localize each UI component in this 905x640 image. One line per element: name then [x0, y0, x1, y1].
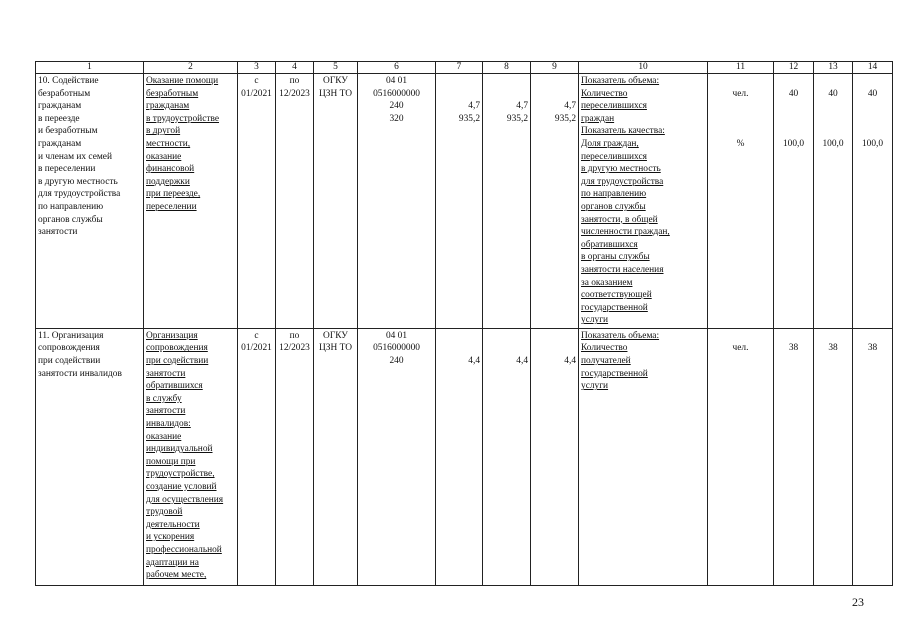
text-line: местности, [146, 138, 191, 149]
col-header: 11 [708, 62, 774, 74]
target-year-3-volume: 38 [867, 343, 878, 354]
budget-code [360, 75, 433, 125]
col-header: 1 [36, 62, 144, 74]
quality-indicator [581, 125, 705, 327]
text-line: для трудоустройства [38, 189, 121, 200]
end-date [278, 330, 311, 355]
funding-year-2 [485, 100, 528, 125]
text-line: адаптации на [146, 557, 199, 568]
table-row [36, 74, 893, 329]
col-header: 8 [483, 62, 531, 74]
text-line: 01/2021 [241, 343, 272, 354]
text-line: граждан [581, 113, 615, 124]
text-line: и членам их семей [38, 151, 112, 162]
start-date-cell [238, 328, 276, 585]
start-date [240, 330, 273, 355]
text-line: для трудоустройства [581, 176, 664, 187]
text-line: сопровождения [38, 343, 100, 354]
text-line: занятости, в общей [581, 214, 658, 225]
text-line: и ускорения [146, 532, 195, 543]
measure-content-cell [144, 328, 238, 585]
target-year-1-cell [774, 74, 814, 329]
text-line: Организация [146, 330, 198, 341]
text-line: 320 [389, 113, 404, 124]
text-line: сопровождения [146, 343, 208, 354]
text-line: рабочем месте, [146, 570, 207, 581]
text-line: 10. Содействие [38, 76, 99, 86]
text-line: Показатель качества: [581, 126, 665, 137]
col-header: 12 [774, 62, 814, 74]
text-line: поддержки [146, 176, 190, 187]
text-line: 240 [389, 356, 404, 367]
text-line: 12/2023 [279, 88, 310, 99]
text-line: гражданам [146, 101, 190, 112]
text-line: занятости инвалидов [38, 368, 122, 379]
text-line: занятости [38, 227, 78, 238]
text-line: численности граждан, [581, 227, 670, 238]
col-header: 4 [276, 62, 314, 74]
executor [316, 75, 355, 100]
text-line: оказание [146, 431, 182, 442]
text-line: в другую местность [38, 176, 118, 187]
document-page [35, 61, 884, 586]
text-line: обратившихся [581, 239, 638, 250]
funding-year-1: 4,4 [468, 356, 480, 367]
text-line: индивидуальной [146, 444, 213, 455]
text-line: ЦЗН ТО [319, 88, 352, 99]
text-line: 0516000000 [373, 343, 420, 354]
col-header: 6 [358, 62, 436, 74]
column-number-row [36, 62, 893, 74]
unit-cell [708, 74, 774, 329]
text-line: 935,2 [554, 113, 576, 124]
text-line: Количество [581, 88, 628, 99]
text-line: безработным [146, 88, 199, 99]
text-line: 11. Организация [38, 330, 104, 341]
text-line: органов службы [581, 201, 646, 212]
end-date [278, 75, 311, 100]
text-line: и безработным [38, 126, 98, 137]
text-line: ОГКУ [323, 76, 348, 86]
measure-content [146, 330, 235, 582]
text-line: обратившихся [146, 381, 203, 392]
funding-year-2-cell [483, 74, 531, 329]
text-line: по направлению [38, 201, 104, 212]
executor-cell [314, 328, 358, 585]
text-line: при содействии [38, 356, 101, 367]
text-line: помощи при [146, 456, 196, 467]
text-line: 04 01 [385, 76, 408, 86]
page-number: 23 [852, 595, 864, 609]
text-line: безработным [38, 88, 91, 99]
text-line: Доля граждан, [581, 138, 639, 149]
program-table [35, 61, 893, 586]
funding-year-3-cell [531, 74, 579, 329]
text-line: услуги [581, 381, 609, 392]
unit-volume: чел. [732, 88, 749, 99]
indicator-cell [579, 74, 708, 329]
text-line: финансовой [146, 164, 195, 175]
text-line: 4,7 [516, 101, 528, 112]
funding-year-3 [533, 100, 576, 125]
end-date-cell [276, 74, 314, 329]
text-line: деятельности [146, 519, 200, 530]
text-line: по [289, 330, 300, 341]
text-line: 01/2021 [241, 88, 272, 99]
measure-name-cell [36, 74, 144, 329]
target-year-1-volume: 38 [788, 343, 799, 354]
text-line: инвалидов: [146, 419, 191, 430]
text-line: органов службы [38, 214, 103, 225]
text-line: по [289, 76, 300, 86]
text-line: 12/2023 [279, 343, 310, 354]
text-line: услуги [581, 315, 609, 326]
col-header: 10 [579, 62, 708, 74]
measure-content-cell [144, 74, 238, 329]
text-line: занятости [146, 368, 186, 379]
text-line: гражданам [38, 138, 82, 149]
col-header: 7 [436, 62, 483, 74]
target-year-2-cell [814, 74, 853, 329]
text-line: 4,7 [564, 101, 576, 112]
text-line: трудовой [146, 507, 183, 518]
text-line: государственной [581, 302, 648, 313]
text-line: занятости населения [581, 264, 664, 275]
target-year-1-quality: 100,0 [782, 138, 805, 149]
target-year-3-volume: 40 [867, 88, 878, 99]
text-line: Оказание помощи [146, 76, 219, 86]
text-line: ЦЗН ТО [319, 343, 352, 354]
col-header: 9 [531, 62, 579, 74]
text-line: 240 [389, 101, 404, 112]
funding-year-2: 4,4 [516, 356, 528, 367]
text-line: для осуществления [146, 494, 224, 505]
end-date-cell [276, 328, 314, 585]
text-line: трудоустройстве, [146, 469, 215, 480]
text-line: 935,2 [458, 113, 480, 124]
funding-year-1-cell [436, 74, 483, 329]
text-line: государственной [581, 368, 648, 379]
text-line: в службу [146, 393, 182, 404]
funding-year-2-cell [483, 328, 531, 585]
text-line: профессиональной [146, 544, 222, 555]
text-line: в переезде [38, 113, 80, 124]
target-year-2-cell [814, 328, 853, 585]
funding-year-1 [438, 100, 480, 125]
text-line: 4,7 [468, 101, 480, 112]
text-line: гражданам [38, 101, 82, 112]
target-year-2-volume: 38 [828, 343, 838, 354]
unit-quality: % [736, 138, 745, 149]
text-line: с [254, 330, 259, 341]
volume-indicator [581, 330, 705, 393]
measure-name-cell [36, 328, 144, 585]
budget-code-cell [358, 74, 436, 329]
text-line: Показатель объема: [581, 76, 660, 86]
text-line: за оказанием [581, 277, 633, 288]
unit-cell [708, 328, 774, 585]
executor-cell [314, 74, 358, 329]
text-line: при содействии [146, 356, 209, 367]
target-year-3-cell [853, 328, 893, 585]
target-year-3-quality: 100,0 [861, 138, 884, 149]
text-line: переселившихся [581, 101, 647, 112]
start-date-cell [238, 74, 276, 329]
funding-year-3: 4,4 [564, 356, 576, 367]
text-line: ОГКУ [323, 330, 348, 341]
text-line: в другую местность [581, 164, 661, 175]
text-line: переселившихся [581, 151, 647, 162]
col-header: 3 [238, 62, 276, 74]
text-line: в органы службы [581, 252, 650, 263]
target-year-2-volume: 40 [828, 88, 838, 99]
col-header: 14 [853, 62, 893, 74]
col-header: 5 [314, 62, 358, 74]
table-row [36, 328, 893, 585]
text-line: при переезде, [146, 189, 201, 200]
target-year-1-volume: 40 [788, 88, 799, 99]
target-year-1-cell [774, 328, 814, 585]
budget-code [360, 330, 433, 368]
text-line: 935,2 [506, 113, 528, 124]
col-header: 13 [814, 62, 853, 74]
text-line: переселении [146, 201, 197, 212]
text-line: оказание [146, 151, 182, 162]
target-year-3-cell [853, 74, 893, 329]
text-line: 0516000000 [373, 88, 420, 99]
text-line: в переселении [38, 164, 96, 175]
text-line: в другой [146, 126, 181, 137]
col-header: 2 [144, 62, 238, 74]
unit-volume: чел. [732, 343, 749, 354]
text-line: Количество [581, 343, 628, 354]
text-line: по направлению [581, 189, 647, 200]
budget-code-cell [358, 328, 436, 585]
text-line: с [254, 76, 259, 86]
measure-content [146, 75, 235, 214]
indicator-cell [579, 328, 708, 585]
executor [316, 330, 355, 355]
text-line: создание условий [146, 482, 217, 492]
text-line: Показатель объема: [581, 330, 660, 341]
text-line: получателей [581, 356, 631, 367]
text-line: занятости [146, 406, 186, 417]
start-date [240, 75, 273, 100]
measure-name [38, 330, 141, 380]
text-line: соответствующей [581, 290, 652, 301]
target-year-2-quality: 100,0 [822, 138, 844, 149]
volume-indicator [581, 75, 705, 125]
text-line: в трудоустройстве [146, 113, 219, 124]
measure-name [38, 75, 141, 239]
funding-year-1-cell [436, 328, 483, 585]
funding-year-3-cell [531, 328, 579, 585]
text-line: 04 01 [385, 330, 408, 341]
